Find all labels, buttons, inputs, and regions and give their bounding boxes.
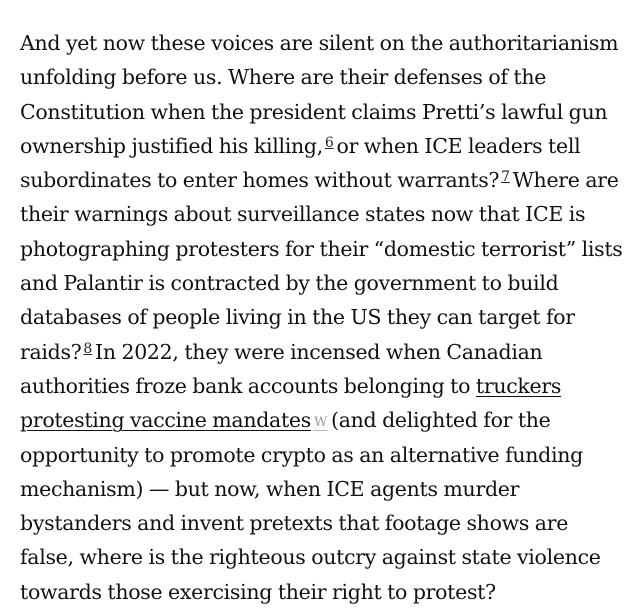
truckers-protest-link[interactable]: truckers protesting vaccine mandates [20,373,562,433]
footnote-8[interactable]: 8 [83,340,93,357]
paragraph-text-2: or when ICE leaders tell subordinates to enter homes without warrants? [20,133,581,193]
paragraph-text-4: In 2022, they were incensed when Canadian authorities froze bank accounts belonging to [20,339,543,398]
article-body [20,26,626,609]
paragraph-text-3: Where are their warnings about surveillance states now that ICE is photographing protesters for their “domestic terrorist” lists and Palantir is contracted by the government to build databases of people living in the US they can target for raids? [20,168,623,364]
footnote-7[interactable]: 7 [501,169,510,186]
paragraph [20,26,626,609]
paragraph-text-1: And yet now these voices are silent on the authoritarianism unfolding before us. Where are their defenses of the Constitution when the president claims Pretti’s lawful gun ownership justified his killing, [20,31,619,158]
footnote-6[interactable]: 6 [324,134,334,151]
wikipedia-icon[interactable]: W [313,415,328,431]
paragraph-text-5: (and delighted for the opportunity to promote crypto as an alternative funding mechanism) — but now, when ICE agents murder bystanders and invent pretexts that footage shows are false, where is the righteous outcry against state violence towards those exercising their right to protest? [20,408,601,604]
